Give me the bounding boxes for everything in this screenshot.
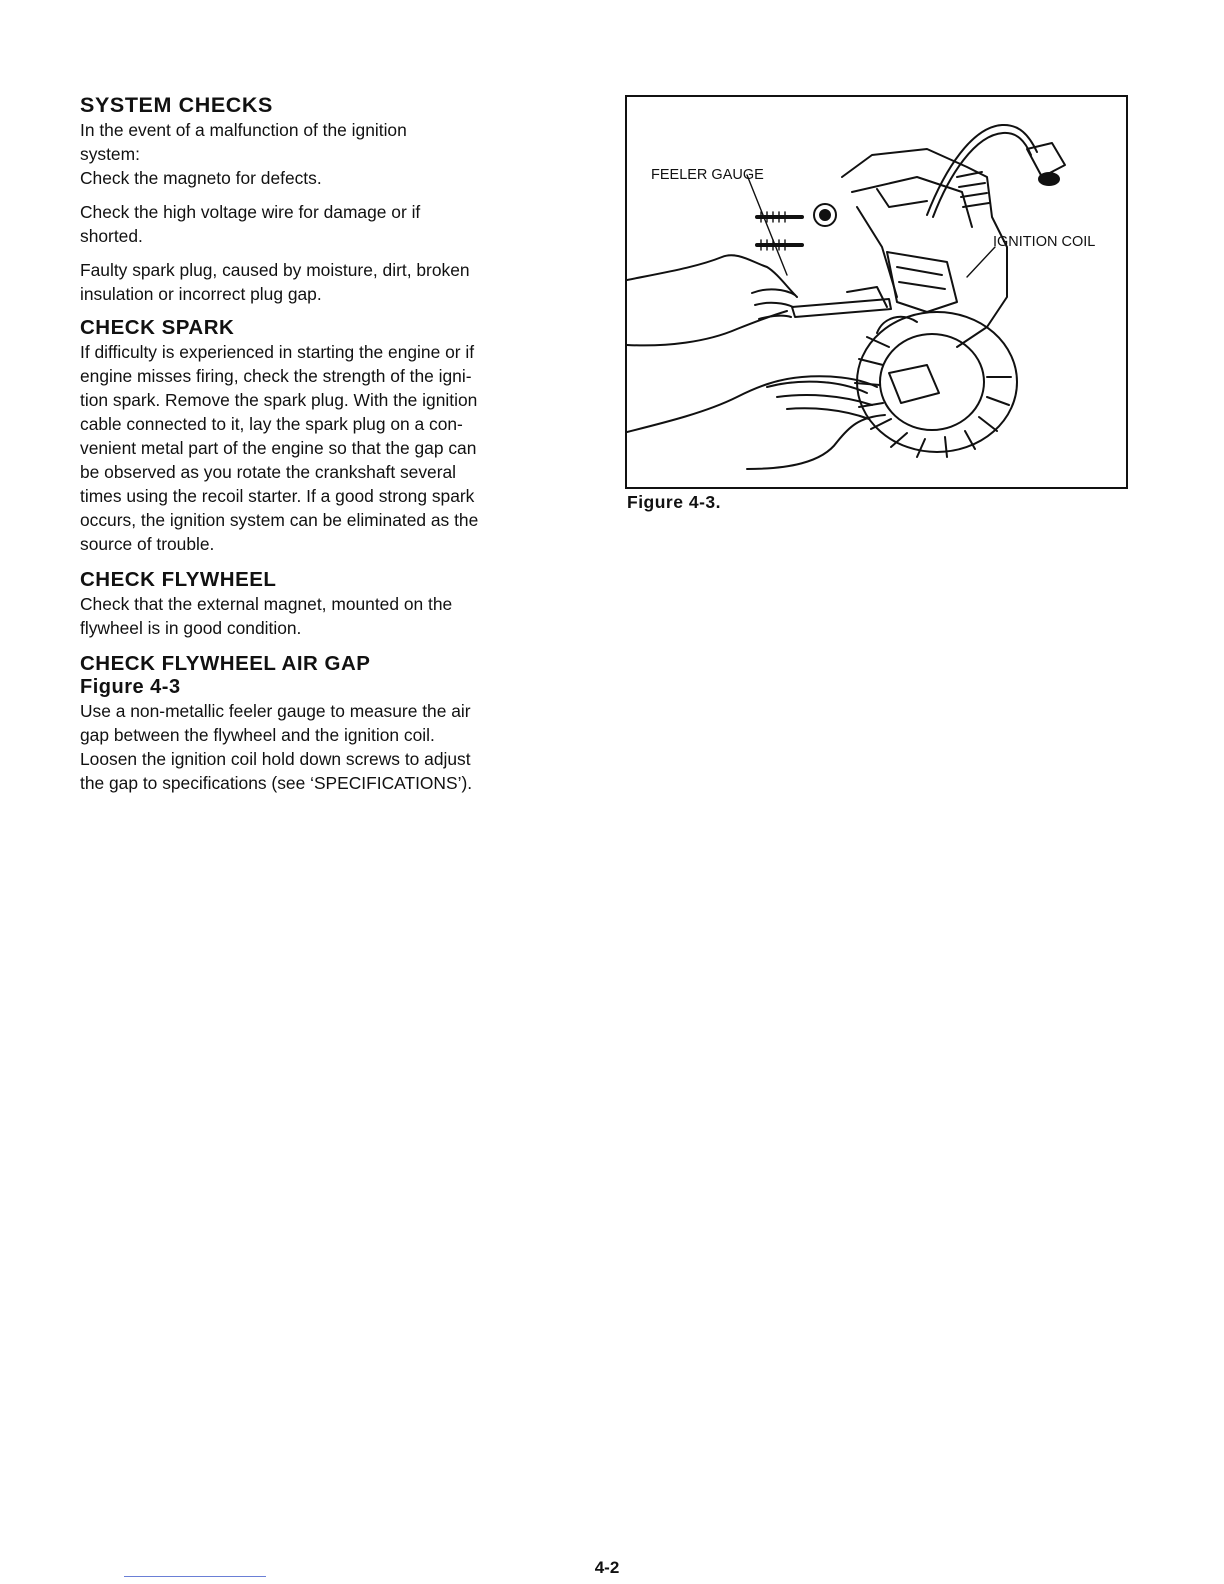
label-feeler-gauge: FEELER GAUGE — [651, 167, 764, 183]
footer-rule — [124, 1576, 266, 1577]
check-flywheel-line-2: flywheel is in good condition. — [80, 618, 302, 638]
upper-hand — [627, 255, 797, 297]
check-spark-line-4: cable connected to it, lay the spark plug on a con- — [80, 414, 463, 434]
text-column — [80, 92, 577, 795]
system-checks-line-3: Check the magneto for defects. — [80, 168, 322, 188]
figure-caption: Figure 4-3. — [627, 492, 721, 512]
heading-check-air-gap: CHECK FLYWHEEL AIR GAP — [80, 652, 371, 675]
check-air-gap-line-3: Loosen the ignition coil hold down screws to adjust — [80, 749, 471, 769]
engine-illustration — [627, 97, 1126, 487]
check-spark-line-8: occurs, the ignition system can be eliminated as the — [80, 510, 479, 530]
spark-plug-boot — [1027, 143, 1065, 177]
heading-system-checks: SYSTEM CHECKS — [80, 93, 273, 117]
ignition-coil-shape — [887, 252, 957, 312]
system-checks-line-2: system: — [80, 144, 140, 164]
system-checks-para2-line-2: shorted. — [80, 226, 143, 246]
check-air-gap-line-1: Use a non-metallic feeler gauge to measure the air — [80, 701, 471, 721]
subheading-figure-ref: Figure 4-3 — [80, 676, 181, 698]
magnet — [889, 365, 939, 403]
feeler-gauge-leader — [747, 175, 787, 275]
check-flywheel-line-1: Check that the external magnet, mounted on the — [80, 594, 453, 614]
check-spark-line-5: venient metal part of the engine so that the gap can — [80, 438, 477, 458]
check-air-gap-line-4: the gap to specifications (see ‘SPECIFICATIONS’). — [80, 773, 473, 793]
label-ignition-coil: IGNITION COIL — [993, 234, 1096, 250]
feeler-gauge-tool — [792, 299, 891, 317]
system-checks-para3-line-1: Faulty spark plug, caused by moisture, dirt, broken — [80, 260, 470, 280]
check-spark-line-3: tion spark. Remove the spark plug. With the ignition — [80, 390, 478, 410]
system-checks-para2-line-1: Check the high voltage wire for damage or if — [80, 202, 421, 222]
check-spark-line-7: times using the recoil starter. If a good strong spark — [80, 486, 475, 506]
page-number: 4-2 — [594, 1558, 620, 1577]
check-spark-line-6: be observed as you rotate the crankshaft several — [80, 462, 457, 482]
system-checks-para3-line-2: insulation or incorrect plug gap. — [80, 284, 322, 304]
check-air-gap-line-2: gap between the flywheel and the ignition coil. — [80, 725, 435, 745]
check-spark-line-1: If difficulty is experienced in starting the engine or if — [80, 342, 475, 362]
check-spark-line-9: source of trouble. — [80, 534, 215, 554]
heading-check-flywheel: CHECK FLYWHEEL — [80, 568, 277, 591]
ignition-coil-leader — [967, 247, 995, 277]
figure-4-3 — [625, 95, 1128, 489]
check-spark-line-2: engine misses firing, check the strength of the igni- — [80, 366, 472, 386]
heading-check-spark: CHECK SPARK — [80, 316, 235, 339]
system-checks-line-1: In the event of a malfunction of the ignition — [80, 120, 407, 140]
